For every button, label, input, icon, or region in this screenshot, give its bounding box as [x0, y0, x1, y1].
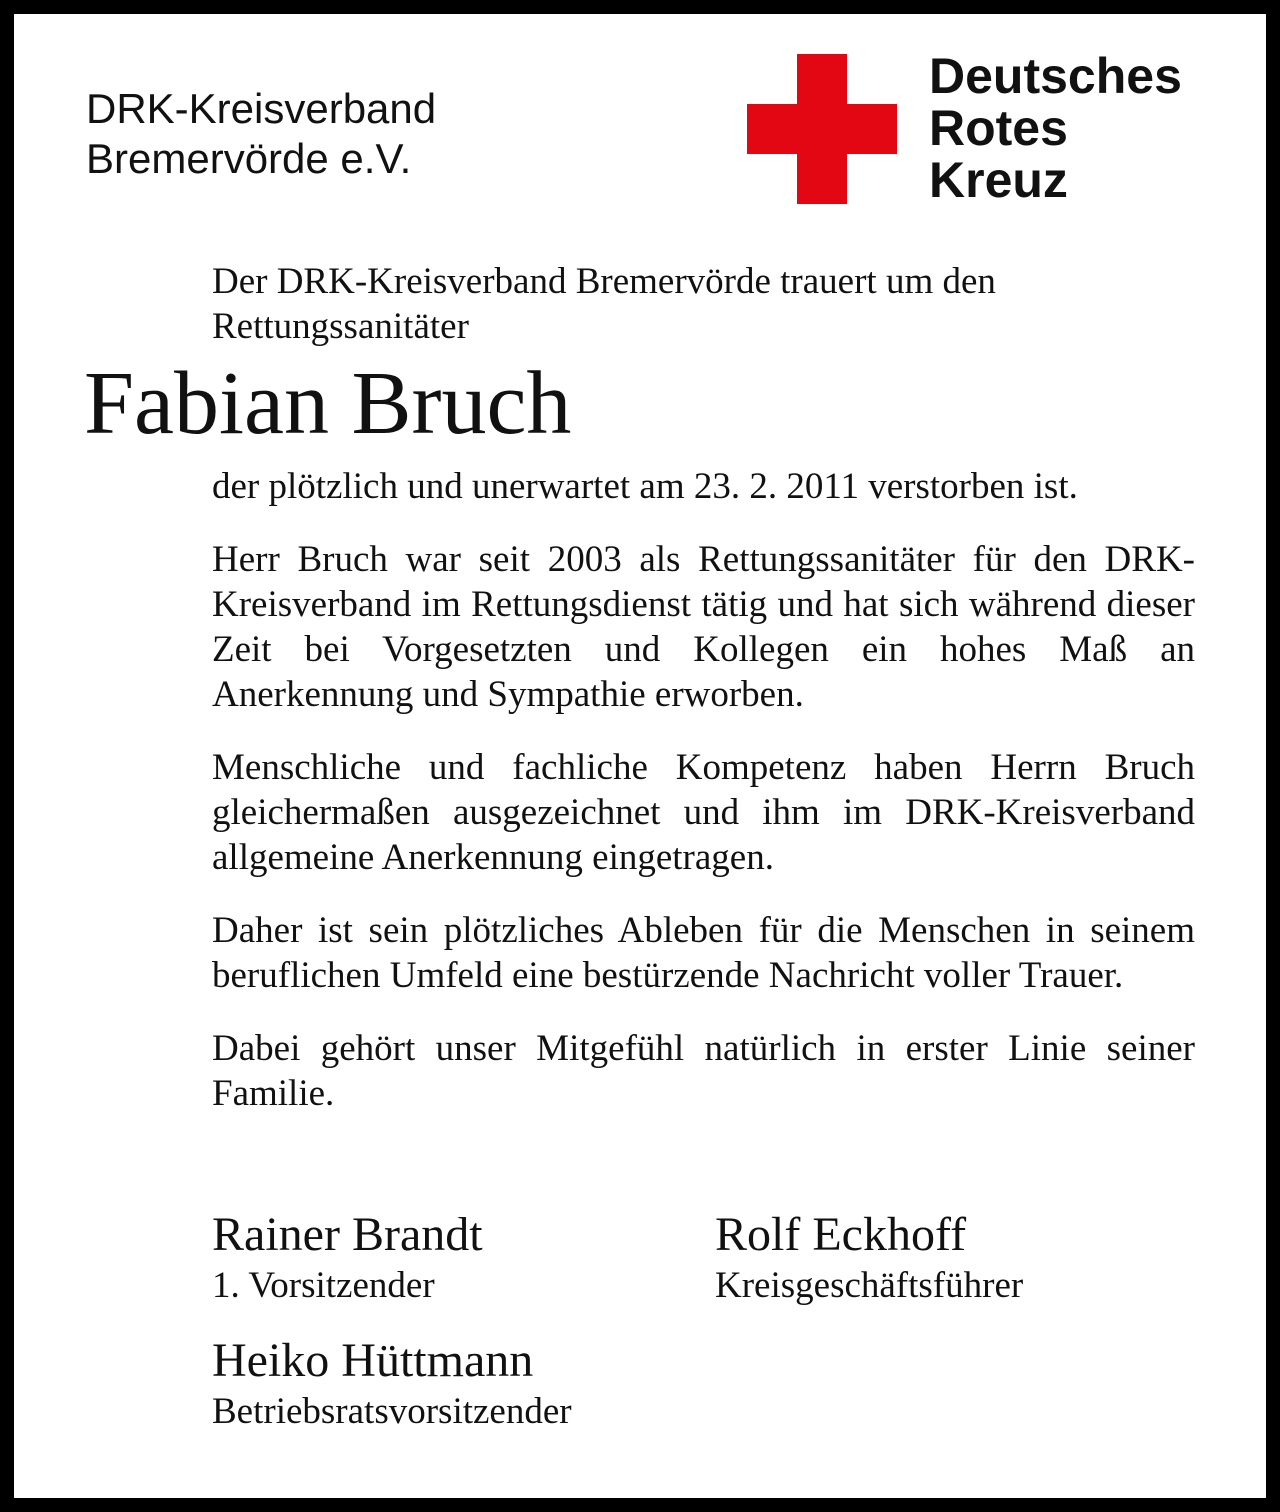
paragraph-career: Herr Bruch war seit 2003 als Rettungssanitäter für den DRK-Kreisverband im Rettungsdienst tätig und hat sich während dieser Zeit bei Vorgesetzten und Kollegen ein hohes Maß an Anerkennung und Sympathie erworben. — [212, 539, 1195, 715]
paragraph-death-notice: der plötzlich und unerwartet am 23. 2. 2011 verstorben ist. — [212, 466, 1078, 507]
signatory-role-3: Betriebsratsvorsitzender — [212, 1391, 572, 1432]
signatory-name-3: Heiko Hüttmann — [212, 1334, 534, 1387]
signatory-name-1: Rainer Brandt — [212, 1208, 483, 1261]
organization-name — [86, 84, 436, 184]
organization-line-1: DRK-Kreisverband — [86, 85, 437, 132]
logo-wordmark — [929, 50, 1182, 206]
deceased-name: Fabian Bruch — [84, 354, 572, 453]
logo-line-3: Kreuz — [929, 152, 1068, 208]
obituary-body — [212, 464, 1195, 1144]
signatory-name-2: Rolf Eckhoff — [715, 1208, 967, 1261]
paragraph-condolence: Dabei gehört unser Mitgefühl natürlich in erster Linie seiner Familie. — [212, 1028, 1195, 1114]
organization-line-2: Bremervörde e.V. — [86, 135, 412, 182]
paragraph-grief: Daher ist sein plötzliches Ableben für die Menschen in seinem beruflichen Umfeld eine bestürzende Nachricht voller Trauer. — [212, 910, 1195, 996]
intro-text — [212, 259, 1212, 349]
red-cross-icon — [747, 54, 897, 204]
intro-line-1: Der DRK-Kreisverband Bremervörde trauert um den — [212, 261, 996, 302]
signatory-role-1: 1. Vorsitzender — [212, 1265, 435, 1306]
intro-line-2: Rettungssanitäter — [212, 306, 469, 347]
paragraph-competence: Menschliche und fachliche Kompetenz haben Herrn Bruch gleichermaßen ausgezeichnet und ihm im DRK-Kreisverband allgemeine Anerkennung eingetragen. — [212, 747, 1195, 878]
logo-line-2: Rotes — [929, 100, 1068, 156]
logo-line-1: Deutsches — [929, 48, 1182, 104]
obituary-notice — [14, 14, 1266, 1498]
signatory-role-2: Kreisgeschäftsführer — [715, 1265, 1024, 1306]
